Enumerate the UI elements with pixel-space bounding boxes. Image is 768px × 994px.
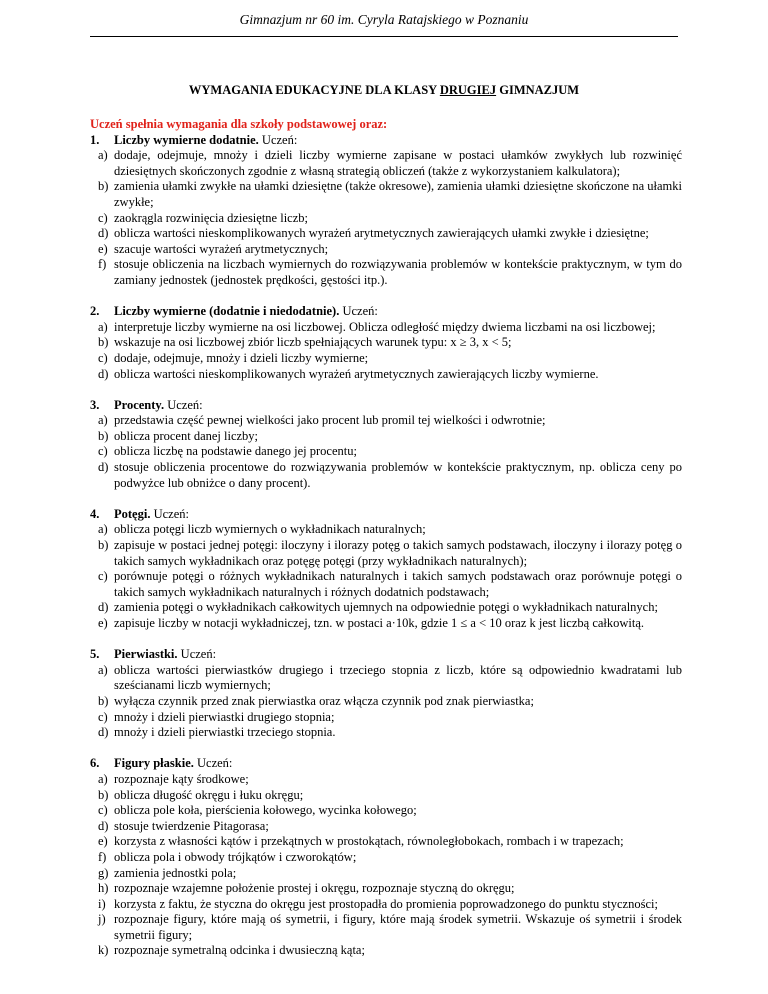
list-item — [90, 772, 682, 788]
list-item — [90, 569, 682, 600]
list-item — [90, 850, 682, 866]
item-text: wyłącza czynnik przed znak pierwiastka oraz włącza czynnik pod znak pierwiastka; — [114, 693, 534, 708]
item-text: oblicza pola i obwody trójkątów i czworokątów; — [114, 849, 357, 864]
item-text: dodaje, odejmuje, mnoży i dzieli liczby wymierne zapisane w postaci ułamków zwykłych lub rozwinięć dziesiętnych skończonych zgodnie z własną strategią obliczeń (także z wykorzystaniem kalkulatora); — [114, 148, 682, 178]
item-text: oblicza wartości nieskomplikowanych wyrażeń arytmetycznych zawierających ułamki zwykłe i dziesiętne; — [114, 226, 649, 241]
item-letter: j) — [98, 912, 106, 927]
list-item — [90, 725, 682, 741]
item-letter: c) — [98, 709, 108, 724]
section-number: 3. — [90, 397, 100, 412]
item-letter: g) — [98, 865, 109, 880]
list-item — [90, 600, 682, 616]
list-item — [90, 242, 682, 258]
title-pre: WYMAGANIA EDUKACYJNE DLA KLASY — [188, 83, 440, 97]
list-item — [90, 866, 682, 882]
item-text: mnoży i dzieli pierwiastki trzeciego stopnia. — [114, 725, 336, 740]
list-item — [90, 257, 682, 288]
section-heading — [90, 507, 682, 523]
list-item — [90, 881, 682, 897]
item-text: zamienia ułamki zwykłe na ułamki dziesiętne (także okresowe), zamienia ułamki dziesiętne skończone na ułamki zwykłe; — [114, 179, 682, 209]
section-heading — [90, 133, 682, 149]
header-divider — [90, 36, 678, 37]
list-item — [90, 834, 682, 850]
section-suffix: Uczeń: — [258, 132, 298, 147]
item-letter: e) — [98, 834, 108, 849]
list-item — [90, 912, 682, 943]
section-heading — [90, 647, 682, 663]
list-item — [90, 943, 682, 959]
item-letter: d) — [98, 366, 109, 381]
list-item — [90, 538, 682, 569]
item-text: korzysta z faktu, że styczna do okręgu jest prostopadła do promienia poprowadzonego do punktu styczności; — [114, 896, 658, 911]
section-title: Potęgi. — [114, 506, 151, 521]
item-text: stosuje twierdzenie Pitagorasa; — [114, 818, 269, 833]
item-letter: c) — [98, 210, 108, 225]
list-item — [90, 616, 682, 632]
section-suffix: Uczeń: — [177, 647, 217, 662]
item-text: zapisuje w postaci jednej potęgi: iloczyny i ilorazy potęg o takich samych podstawach, iloczyny i ilorazy potęg o takich samych wykładnikach oraz potęgę potęgi (przy wykładnikach naturalnych); — [114, 538, 682, 568]
item-text: interpretuje liczby wymierne na osi liczbowej. Oblicza odległość między dwiema liczbami na osi liczbowej; — [114, 319, 656, 334]
section-suffix: Uczeń: — [339, 304, 378, 319]
list-item — [90, 320, 682, 336]
section-heading — [90, 304, 682, 320]
item-letter: k) — [98, 943, 109, 958]
item-letter: f) — [98, 849, 107, 864]
item-letter: i) — [98, 896, 106, 911]
item-text: zamienia potęgi o wykładnikach całkowitych ujemnych na odpowiednie potęgi o wykładnikach naturalnych; — [114, 600, 658, 615]
item-text: szacuje wartości wyrażeń arytmetycznych; — [114, 241, 329, 256]
page-header: Gimnazjum nr 60 im. Cyryla Ratajskiego w Poznaniu — [239, 12, 529, 27]
item-text: przedstawia część pewnej wielkości jako procent lub promil tej wielkości i odwrotnie; — [114, 413, 546, 428]
item-letter: c) — [98, 803, 108, 818]
item-letter: d) — [98, 818, 109, 833]
item-letter: a) — [98, 522, 108, 537]
section-heading — [90, 398, 682, 414]
list-item — [90, 148, 682, 179]
item-letter: c) — [98, 444, 108, 459]
list-item — [90, 413, 682, 429]
item-letter: b) — [98, 179, 109, 194]
item-letter: b) — [98, 538, 109, 553]
title-underlined: DRUGIEJ — [439, 83, 497, 97]
item-letter: a) — [98, 148, 108, 163]
item-text: zapisuje liczby w notacji wykładniczej, tzn. w postaci a·10k, gdzie 1 ≤ a < 10 oraz k jest liczbą całkowitą. — [114, 616, 645, 630]
item-text: porównuje potęgi o różnych wykładnikach naturalnych i takich samych podstawach oraz porównuje potęgi o takich samych wykładnikach naturalnych i różnych dodatnich podstawach; — [114, 569, 682, 599]
section-title: Figury płaskie. — [114, 756, 194, 771]
section-heading — [90, 756, 682, 772]
item-text: rozpoznaje symetralną odcinka i dwusieczną kąta; — [114, 943, 365, 958]
item-text: rozpoznaje kąty środkowe; — [114, 771, 249, 786]
title-post: GIMNAZJUM — [496, 83, 580, 97]
item-letter: d) — [98, 226, 109, 241]
list-item — [90, 694, 682, 710]
section-number: 5. — [90, 647, 100, 662]
list-item — [90, 663, 682, 694]
section-title: Procenty. — [114, 397, 165, 412]
item-text: korzysta z własności kątów i przekątnych w prostokątach, równoległobokach, rombach i w trapezach; — [114, 834, 624, 849]
item-letter: d) — [98, 725, 109, 740]
item-text: wskazuje na osi liczbowej zbiór liczb spełniających warunek typu: x ≥ 3, x < 5; — [114, 335, 512, 350]
section-number: 1. — [90, 132, 100, 147]
item-letter: a) — [98, 319, 108, 334]
list-item — [90, 335, 682, 351]
list-item — [90, 179, 682, 210]
item-text: rozpoznaje wzajemne położenie prostej i okręgu, rozpoznaje styczną do okręgu; — [114, 881, 515, 896]
list-item — [90, 522, 682, 538]
list-item — [90, 788, 682, 804]
list-item — [90, 803, 682, 819]
item-text: oblicza procent danej liczby; — [114, 428, 259, 443]
sections-list — [90, 133, 682, 959]
item-letter: a) — [98, 662, 108, 677]
list-item — [90, 429, 682, 445]
list-item — [90, 367, 682, 383]
section — [90, 507, 682, 632]
item-letter: a) — [98, 413, 108, 428]
section-suffix: Uczeń: — [164, 397, 203, 412]
list-item — [90, 897, 682, 913]
list-item — [90, 226, 682, 242]
item-text: oblicza długość okręgu i łuku okręgu; — [114, 787, 304, 802]
intro-text: Uczeń spełnia wymagania dla szkoły podstawowej oraz: — [90, 117, 388, 131]
item-letter: b) — [98, 335, 109, 350]
item-letter: c) — [98, 350, 108, 365]
item-letter: e) — [98, 241, 108, 256]
item-letter: h) — [98, 881, 109, 896]
item-text: zaokrągla rozwinięcia dziesiętne liczb; — [114, 210, 308, 225]
section-suffix: Uczeń: — [150, 506, 189, 521]
section-number: 2. — [90, 304, 100, 319]
item-letter: e) — [98, 616, 108, 630]
item-letter: d) — [98, 600, 109, 615]
item-letter: b) — [98, 428, 109, 443]
section-title: Liczby wymierne dodatnie. — [114, 132, 259, 147]
list-item — [90, 211, 682, 227]
section-number: 6. — [90, 756, 100, 771]
item-text: oblicza potęgi liczb wymiernych o wykładnikach naturalnych; — [114, 522, 426, 537]
item-letter: c) — [98, 569, 108, 584]
item-text: oblicza wartości pierwiastków drugiego i trzeciego stopnia z liczb, które są odpowiednio kwadratami lub sześcianami liczb wymiernych; — [114, 662, 682, 693]
item-letter: b) — [98, 787, 109, 802]
item-text: stosuje obliczenia procentowe do rozwiązywania problemów w kontekście praktycznym, np. oblicza ceny po podwyżce lub obniżce o dany procent). — [114, 460, 682, 490]
section-number: 4. — [90, 506, 100, 521]
list-item — [90, 444, 682, 460]
section-title: Liczby wymierne (dodatnie i niedodatnie). — [114, 304, 340, 319]
item-text: rozpoznaje figury, które mają oś symetrii, i figury, które mają środek symetrii. Wskazuje oś symetrii i środek symetrii figury; — [114, 912, 682, 942]
item-text: oblicza wartości nieskomplikowanych wyrażeń arytmetycznych zawierających liczby wymierne. — [114, 366, 599, 381]
list-item — [90, 460, 682, 491]
requirements-content — [90, 117, 682, 959]
list-item — [90, 710, 682, 726]
document-title — [0, 83, 768, 98]
item-text: zamienia jednostki pola; — [114, 865, 237, 880]
item-text: stosuje obliczenia na liczbach wymiernych do rozwiązywania problemów w kontekście praktycznym, w tym do zamiany jednostek (jednostek prędkości, gęstości itp.). — [114, 257, 682, 287]
item-text: oblicza liczbę na podstawie danego jej procentu; — [114, 444, 357, 459]
section — [90, 756, 682, 959]
list-item — [90, 351, 682, 367]
item-letter: f) — [98, 257, 107, 272]
list-item — [90, 819, 682, 835]
item-text: dodaje, odejmuje, mnoży i dzieli liczby wymierne; — [114, 350, 369, 365]
item-letter: b) — [98, 693, 109, 708]
section — [90, 304, 682, 382]
item-letter: a) — [98, 771, 108, 786]
item-text: oblicza pole koła, pierścienia kołowego, wycinka kołowego; — [114, 803, 417, 818]
section — [90, 647, 682, 741]
section-title: Pierwiastki. — [114, 647, 178, 662]
section-suffix: Uczeń: — [193, 756, 233, 771]
item-letter: d) — [98, 460, 109, 475]
section — [90, 398, 682, 492]
section — [90, 133, 682, 289]
item-text: mnoży i dzieli pierwiastki drugiego stopnia; — [114, 709, 335, 724]
